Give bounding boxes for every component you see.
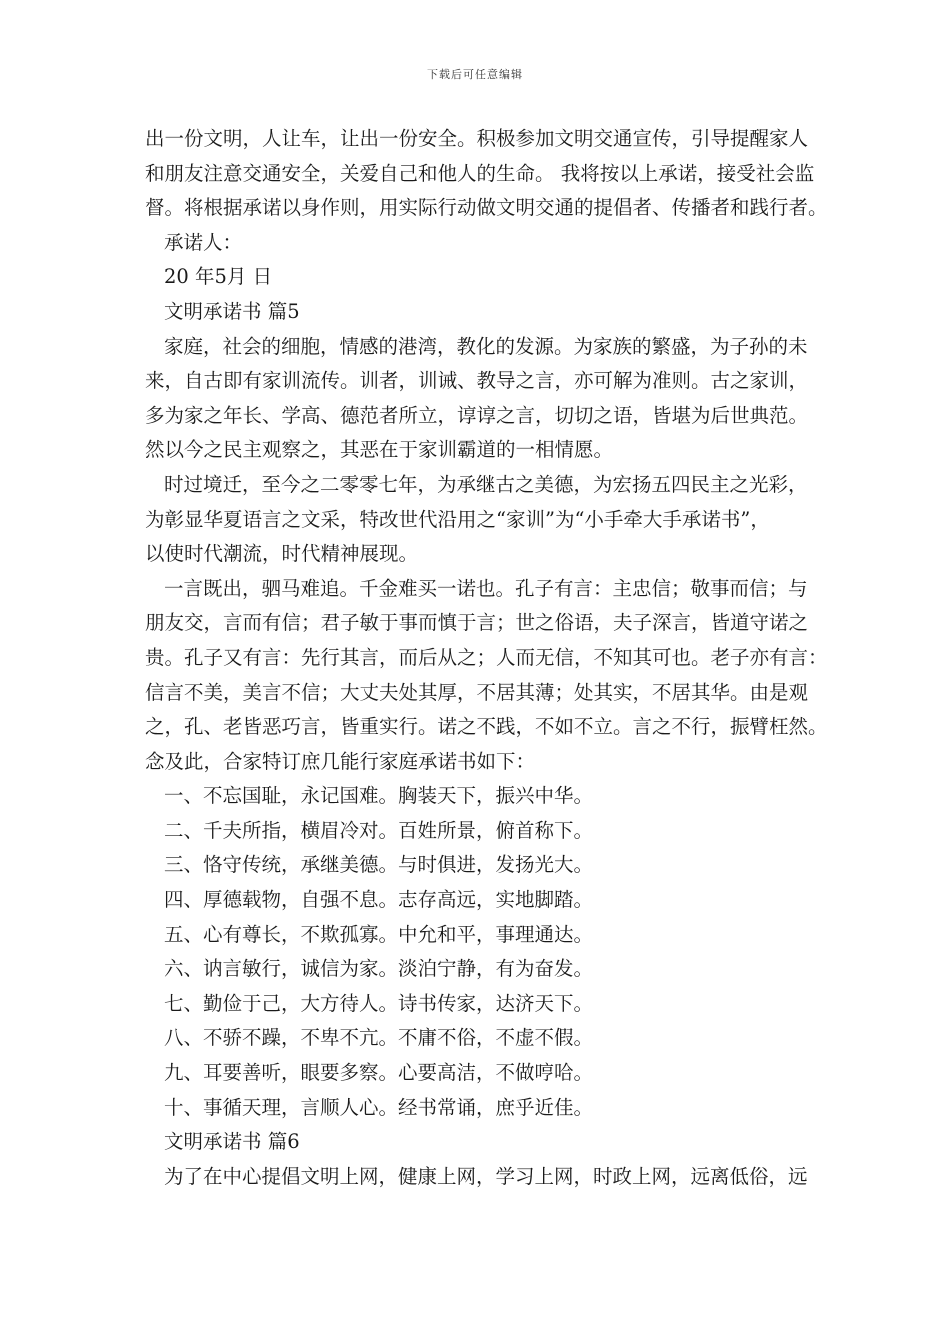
text-line: 十、事循天理，言顺人心。经书常诵，庶乎近佳。 <box>164 1095 594 1119</box>
text-line: 然以今之民主观察之，其恶在于家训霸道的一相情愿。 <box>145 438 614 462</box>
text-line: 督。将根据承诺以身作则，用实际行动做文明交通的提倡者、传播者和践行者。 <box>145 196 828 220</box>
text-line: 朋友交，言而有信；君子敏于事而慎于言；世之俗语，夫子深言，皆道守诺之 <box>145 611 809 635</box>
document-body <box>145 122 828 1194</box>
text-line: 念及此，合家特订庶几能行家庭承诺书如下： <box>145 749 536 773</box>
text-line: 一言既出，驷马难追。千金难买一诺也。孔子有言：主忠信；敬事而信；与 <box>164 576 808 600</box>
text-line: 时过境迁，至今之二零零七年，为承继古之美德，为宏扬五四民主之光彩， <box>164 472 808 496</box>
text-line: 以使时代潮流，时代精神展现。 <box>145 542 419 566</box>
text-line: 多为家之年长、学高、德范者所立，谆谆之言，切切之语，皆堪为后世典范。 <box>145 403 809 427</box>
text-line: 文明承诺书 篇5 <box>164 299 300 323</box>
text-line: 二、千夫所指，横眉冷对。百姓所景，俯首称下。 <box>164 818 594 842</box>
text-line: 九、耳要善听，眼要多察。心要高洁，不做哼哈。 <box>164 1061 594 1085</box>
text-line: 20 年5月 日 <box>164 265 273 289</box>
text-line: 八、不骄不躁，不卑不亢。不庸不俗，不虚不假。 <box>164 1026 594 1050</box>
text-line: 贵。孔子又有言：先行其言，而后从之；人而无信，不知其可也。老子亦有言： <box>145 645 828 669</box>
page-header: 下载后可任意编辑 <box>427 68 523 81</box>
text-line: 六、讷言敏行，诚信为家。淡泊宁静，有为奋发。 <box>164 957 594 981</box>
text-line: 为彰显华夏语言之文采，特改世代沿用之“家训”为“小手牵大手承诺书”， <box>145 507 770 531</box>
text-line: 四、厚德载物，自强不息。志存高远，实地脚踏。 <box>164 888 594 912</box>
text-line: 之，孔、老皆恶巧言，皆重实行。诺之不践，不如不立。言之不行，振臂枉然。 <box>145 715 828 739</box>
text-line: 出一份文明，人让车，让出一份安全。积极参加文明交通宣传，引导提醒家人 <box>145 127 809 150</box>
text-line: 信言不美，美言不信；大丈夫处其厚，不居其薄；处其实，不居其华。由是观 <box>145 680 809 704</box>
text-line: 来，自古即有家训流传。训者，训诫、教导之言，亦可解为准则。古之家训， <box>145 369 809 393</box>
text-line: 家庭，社会的细胞，情感的港湾，教化的发源。为家族的繁盛，为子孙的未 <box>164 334 808 358</box>
text-line: 三、恪守传统，承继美德。与时俱进，发扬光大。 <box>164 853 594 877</box>
text-line: 和朋友注意交通安全，关爱自己和他人的生命。 我将按以上承诺，接受社会监 <box>145 161 815 185</box>
text-line: 七、勤俭于己，大方待人。诗书传家，达济天下。 <box>164 991 594 1015</box>
text-line: 五、心有尊长，不欺孤寡。中允和平，事理通达。 <box>164 922 594 946</box>
text-line: 为了在中心提倡文明上网，健康上网，学习上网，时政上网，远离低俗，远 <box>164 1164 808 1188</box>
text-line: 承诺人： <box>164 230 243 254</box>
text-line: 一、不忘国耻，永记国难。胸装天下，振兴中华。 <box>164 784 594 808</box>
text-line: 文明承诺书 篇6 <box>164 1130 300 1154</box>
